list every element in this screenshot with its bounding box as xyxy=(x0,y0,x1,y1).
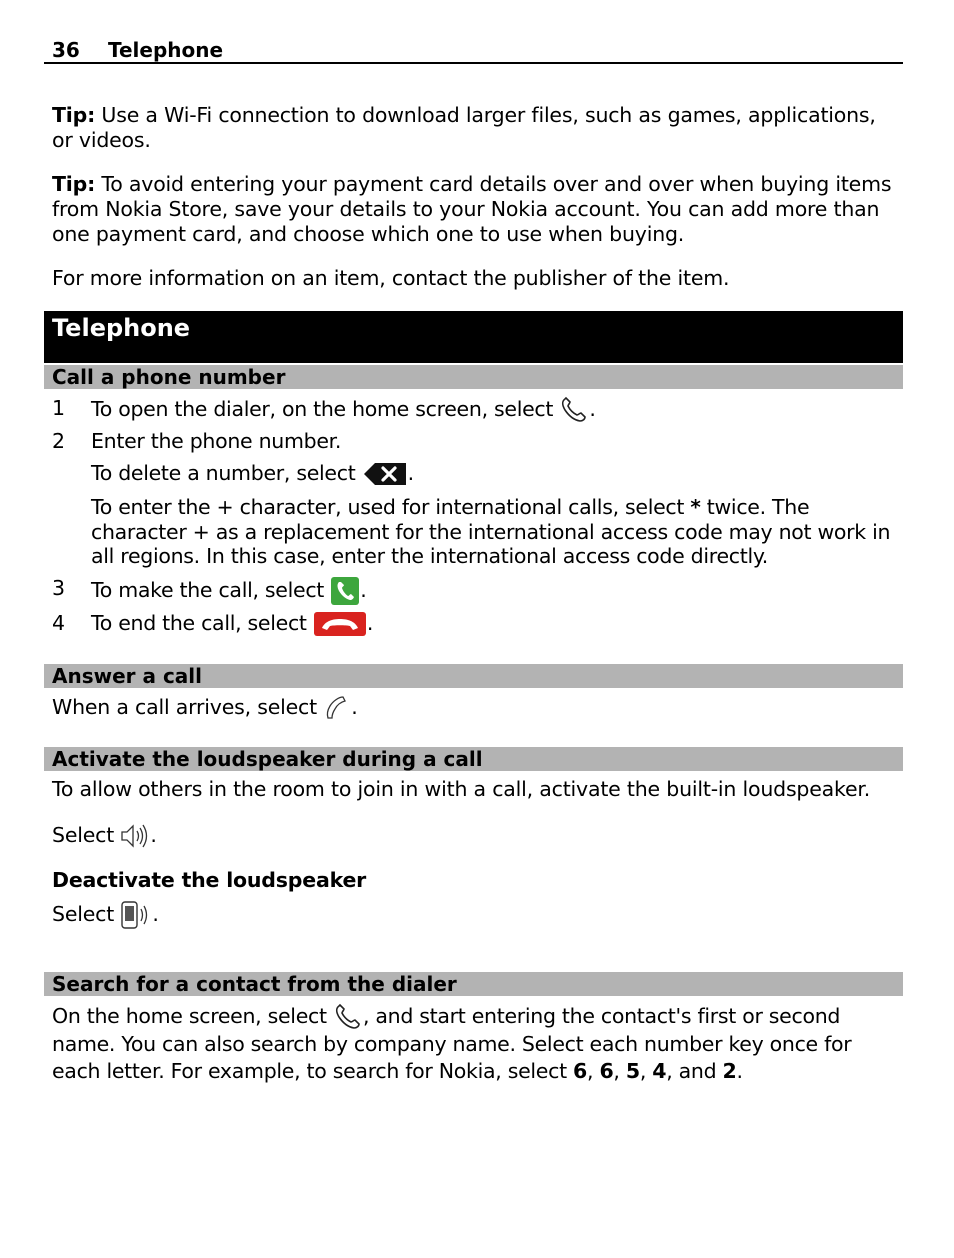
section-heading xyxy=(44,311,903,363)
step-text: To delete a number, select xyxy=(91,461,362,485)
search-text-end: . xyxy=(736,1058,743,1083)
select-text-end: . xyxy=(150,823,157,847)
separator: , xyxy=(613,1058,626,1083)
delete-instruction xyxy=(91,461,903,487)
step-number: 3 xyxy=(52,576,66,600)
page-number: 36 xyxy=(52,38,80,62)
select-text: Select xyxy=(52,823,121,847)
green-call-icon xyxy=(330,576,360,606)
separator: , xyxy=(587,1058,600,1083)
subheading-answer xyxy=(44,664,903,688)
step-text-end: . xyxy=(360,578,367,602)
step-text: To enter the + character, used for international calls, select xyxy=(91,495,691,519)
step-3 xyxy=(91,576,903,606)
step-text: To make the call, select xyxy=(91,578,331,602)
tip-text: Use a Wi-Fi connection to download larger files, such as games, applications, or videos. xyxy=(52,103,876,152)
step-2: Enter the phone number. xyxy=(91,429,342,453)
subheading-call xyxy=(44,365,903,389)
loudspeaker-intro: To allow others in the room to join in with a call, activate the built-in loudspeaker. xyxy=(52,777,871,801)
subheading-loudspeaker-text: Activate the loudspeaker during a call xyxy=(52,747,483,771)
star-key: * xyxy=(690,495,701,519)
plus-instruction xyxy=(91,495,903,569)
step-number: 4 xyxy=(52,611,66,635)
answer-instruction xyxy=(52,694,902,722)
number-key: 6 xyxy=(573,1058,587,1083)
number-key: 2 xyxy=(722,1058,737,1083)
subheading-search-text: Search for a contact from the dialer xyxy=(52,972,457,996)
subheading-call-text: Call a phone number xyxy=(52,365,286,389)
answer-call-outline-icon xyxy=(323,694,351,722)
step-text-end: . xyxy=(366,611,374,635)
chapter-title: Telephone xyxy=(108,38,224,62)
deactivate-select xyxy=(52,900,902,930)
subheading-search xyxy=(44,972,903,996)
step-text-end: . xyxy=(407,461,414,485)
handset-speaker-icon xyxy=(120,900,152,930)
phone-handset-outline-icon xyxy=(333,1003,363,1031)
subheading-loudspeaker xyxy=(44,747,903,771)
step-text-end: . xyxy=(589,397,596,421)
backspace-x-icon xyxy=(362,461,408,487)
number-key: 4 xyxy=(652,1058,667,1083)
step-4 xyxy=(91,611,903,637)
loudspeaker-select xyxy=(52,822,902,850)
loudspeaker-icon xyxy=(120,822,150,850)
phone-handset-outline-icon xyxy=(559,396,589,424)
more-info-text: For more information on an item, contact the publisher of the item. xyxy=(52,266,730,290)
step-1 xyxy=(91,396,903,424)
tip-payment xyxy=(52,172,902,247)
section-title: Telephone xyxy=(52,314,191,342)
answer-text-end: . xyxy=(351,695,358,719)
tip-label: Tip: xyxy=(52,172,96,196)
number-key: 6 xyxy=(599,1058,614,1083)
red-end-call-icon xyxy=(313,611,367,637)
answer-text: When a call arrives, select xyxy=(52,695,324,719)
separator: , xyxy=(639,1058,653,1083)
deactivate-heading: Deactivate the loudspeaker xyxy=(52,868,367,892)
step-text: twice. The character + as a replacement for the international access code may not work in all regions. In this case, enter the international access code directly. xyxy=(91,495,891,568)
step-text: To open the dialer, on the home screen, select xyxy=(91,397,560,421)
select-text: Select xyxy=(52,902,121,926)
tip-text: To avoid entering your payment card details over and over when buying items from Nokia Store, save your details to your Nokia account. You can add more than one payment card, and choose which one to use when buying. xyxy=(52,172,892,246)
running-header xyxy=(44,36,903,64)
number-key: 5 xyxy=(625,1058,640,1083)
search-text: On the home screen, select xyxy=(52,1004,333,1028)
separator: , and xyxy=(666,1058,723,1083)
tip-wifi xyxy=(52,103,902,153)
step-number: 1 xyxy=(52,396,66,420)
tip-label: Tip: xyxy=(52,103,96,127)
search-text: , and start entering the contact's first or second name. You can also search by company name. Select each number key once for each letter. For example, to search for Nokia, select xyxy=(52,1004,852,1083)
select-text-end: . xyxy=(152,902,159,926)
step-number: 2 xyxy=(52,429,66,453)
subheading-answer-text: Answer a call xyxy=(52,664,203,688)
step-text: To end the call, select xyxy=(91,611,313,635)
search-instruction xyxy=(52,1003,902,1084)
